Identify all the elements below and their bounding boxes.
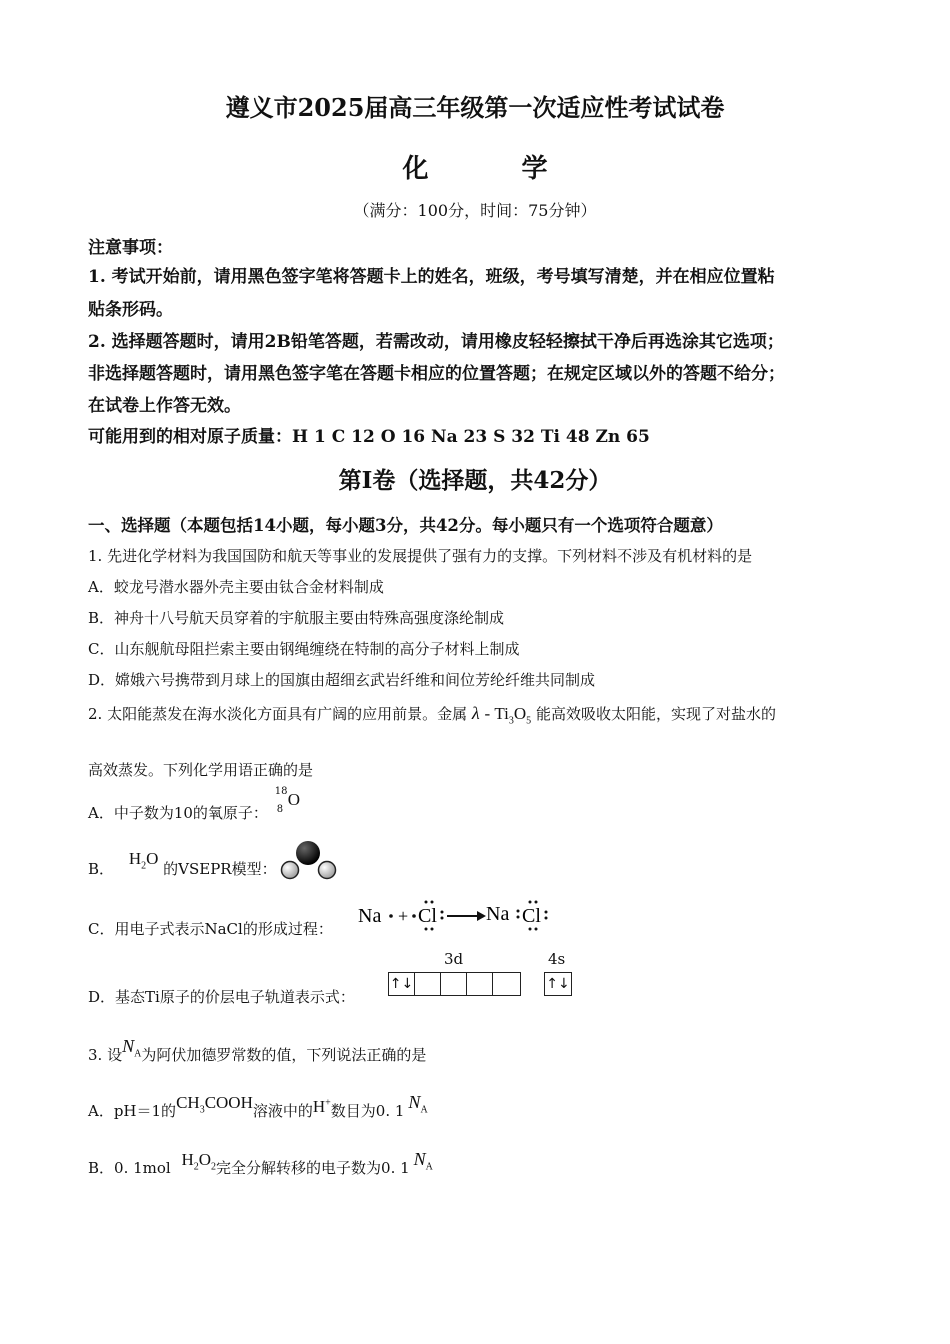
reactant-cl: Cl xyxy=(418,905,437,927)
hydrogen-peroxide-formula: $H_2O_2$ xyxy=(181,1150,217,1173)
notice-line-3: 2. 选择题答题时，请用2B铅笔答题，若需改动，请用橡皮轻轻擦拭干净后再选涂其它选项； xyxy=(88,332,784,352)
part-heading: 一、选择题（本题包括14小题，每小题3分，共42分。每小题只有一个选项符合题意） xyxy=(88,516,723,535)
q3-option-a xyxy=(88,1092,428,1124)
water-formula: $H_2O$ xyxy=(128,849,159,872)
notice-line-2: 贴条形码。 xyxy=(88,300,173,320)
q3-option-a-pre: A．pH＝1的 xyxy=(88,1102,177,1120)
plus-sign: + xyxy=(398,906,409,926)
q3-option-a-post: 数目为0. 1 xyxy=(330,1102,405,1120)
q3-option-b-post: 完全分解转移的电子数为0. 1 xyxy=(216,1159,410,1177)
subject-char-1: 化 xyxy=(402,154,429,184)
section-title: 第Ⅰ卷（选择题，共42分） xyxy=(338,467,612,494)
orbital-4s-box xyxy=(544,972,572,996)
vsepr-model-diagram xyxy=(278,838,340,882)
q3-option-a-mid: 溶液中的 xyxy=(252,1102,313,1120)
orbital-3d-cell-2 xyxy=(415,973,441,995)
q2-stem-line-2: 高效蒸发。下列化学用语正确的是 xyxy=(88,761,314,779)
q1-option-a: A．蛟龙号潜水器外壳主要由钛合金材料制成 xyxy=(88,578,384,596)
hydrogen-atom-left xyxy=(282,862,299,879)
exam-meta: （满分：100分，时间：75分钟） xyxy=(353,201,597,220)
q2-stem-post: 能高效吸收太阳能，实现了对盐水的 xyxy=(535,705,776,723)
q1-option-d: D．嫦娥六号携带到月球上的国旗由超细玄武岩纤维和间位芳纶纤维共同制成 xyxy=(88,671,596,689)
reactant-na: Na xyxy=(358,905,382,927)
q3-stem xyxy=(88,1036,427,1068)
q2-option-d-text: D．基态Ti原子的价层电子轨道表示式： xyxy=(88,988,355,1006)
orbital-label-4s: 4s xyxy=(548,950,566,968)
oxygen-isotope: 18 8 O xyxy=(274,786,300,815)
acetic-acid-formula: $CH_3COOH$ xyxy=(176,1093,253,1116)
q2-option-b xyxy=(88,849,277,881)
orbital-3d-cell-3 xyxy=(441,973,467,995)
q2-option-b-text: 的VSEPR模型： xyxy=(163,860,277,878)
product-na: Na xyxy=(486,903,510,925)
subject-title xyxy=(0,148,950,185)
orbital-3d-cell-1: ↑↓ xyxy=(389,973,415,995)
notice-line-4: 非选择题答题时，请用黑色签字笔在答题卡相应的位置答题；在规定区域以外的答题不给分； xyxy=(88,364,785,384)
na-electron-dot xyxy=(389,914,393,918)
notice-line-1: 1. 考试开始前，请用黑色签字笔将答题卡上的姓名，班级，考号填写清楚，并在相应位置粘 xyxy=(88,267,775,287)
avogadro-symbol: $N_A$ xyxy=(413,1149,433,1173)
avogadro-symbol: $N_A$ xyxy=(408,1092,428,1116)
hydrogen-ion: H+ xyxy=(312,1097,331,1116)
q1-stem: 1. 先进化学材料为我国国防和航天等事业的发展提供了强有力的支撑。下列材料不涉及有机材料的是 xyxy=(88,547,753,565)
q3-option-b-pre: B．0. 1mol xyxy=(88,1159,176,1177)
q2-stem-pre: 2. 太阳能蒸发在海水淡化方面具有广阔的应用前景。金属 xyxy=(88,705,468,723)
q3-stem-post: 为阿伏加德罗常数的值，下列说法正确的是 xyxy=(141,1046,427,1064)
subject-char-2: 学 xyxy=(521,154,548,184)
q3-option-b xyxy=(88,1149,433,1181)
orbital-3d-cell-5 xyxy=(493,973,520,995)
orbital-4s-cell: ↑↓ xyxy=(546,976,570,992)
q1-option-c: C．山东舰航母阻拦索主要由钢绳缠绕在特制的高分子材料上制成 xyxy=(88,640,520,658)
orbital-3d-boxes xyxy=(388,972,521,996)
notice-heading: 注意事项： xyxy=(88,238,173,258)
notice-line-5: 在试卷上作答无效。 xyxy=(88,396,241,416)
q2-option-a xyxy=(88,786,305,823)
cl-dot xyxy=(412,914,416,918)
oxygen-atom xyxy=(296,841,320,865)
product-cl: Cl xyxy=(522,905,541,927)
q2-option-b-prefix: B． xyxy=(88,860,115,878)
ti-formula: - $Ti_3O_5$ xyxy=(484,704,532,727)
atomic-mass-line: 可能用到的相对原子质量：H 1 C 12 O 16 Na 23 S 32 Ti 48 Zn 65 xyxy=(88,427,650,447)
q2-stem xyxy=(88,703,776,726)
hydrogen-atom-right xyxy=(319,862,336,879)
q2-option-c-text: C．用电子式表示NaCl的形成过程： xyxy=(88,920,333,938)
lambda-symbol: λ xyxy=(471,703,480,723)
exam-title: 遵义市2025届高三年级第一次适应性考试试卷 xyxy=(225,93,725,122)
nacl-formation-diagram xyxy=(356,898,556,934)
orbital-label-3d: 3d xyxy=(444,950,464,968)
avogadro-symbol: $N_A$ xyxy=(122,1036,142,1060)
q1-option-b: B．神舟十八号航天员穿着的宇航服主要由特殊高强度涤纶制成 xyxy=(88,609,505,627)
q3-stem-pre: 3. 设 xyxy=(88,1046,123,1064)
q2-option-a-text: A．中子数为10的氧原子： xyxy=(88,804,268,822)
orbital-3d-cell-4 xyxy=(467,973,493,995)
